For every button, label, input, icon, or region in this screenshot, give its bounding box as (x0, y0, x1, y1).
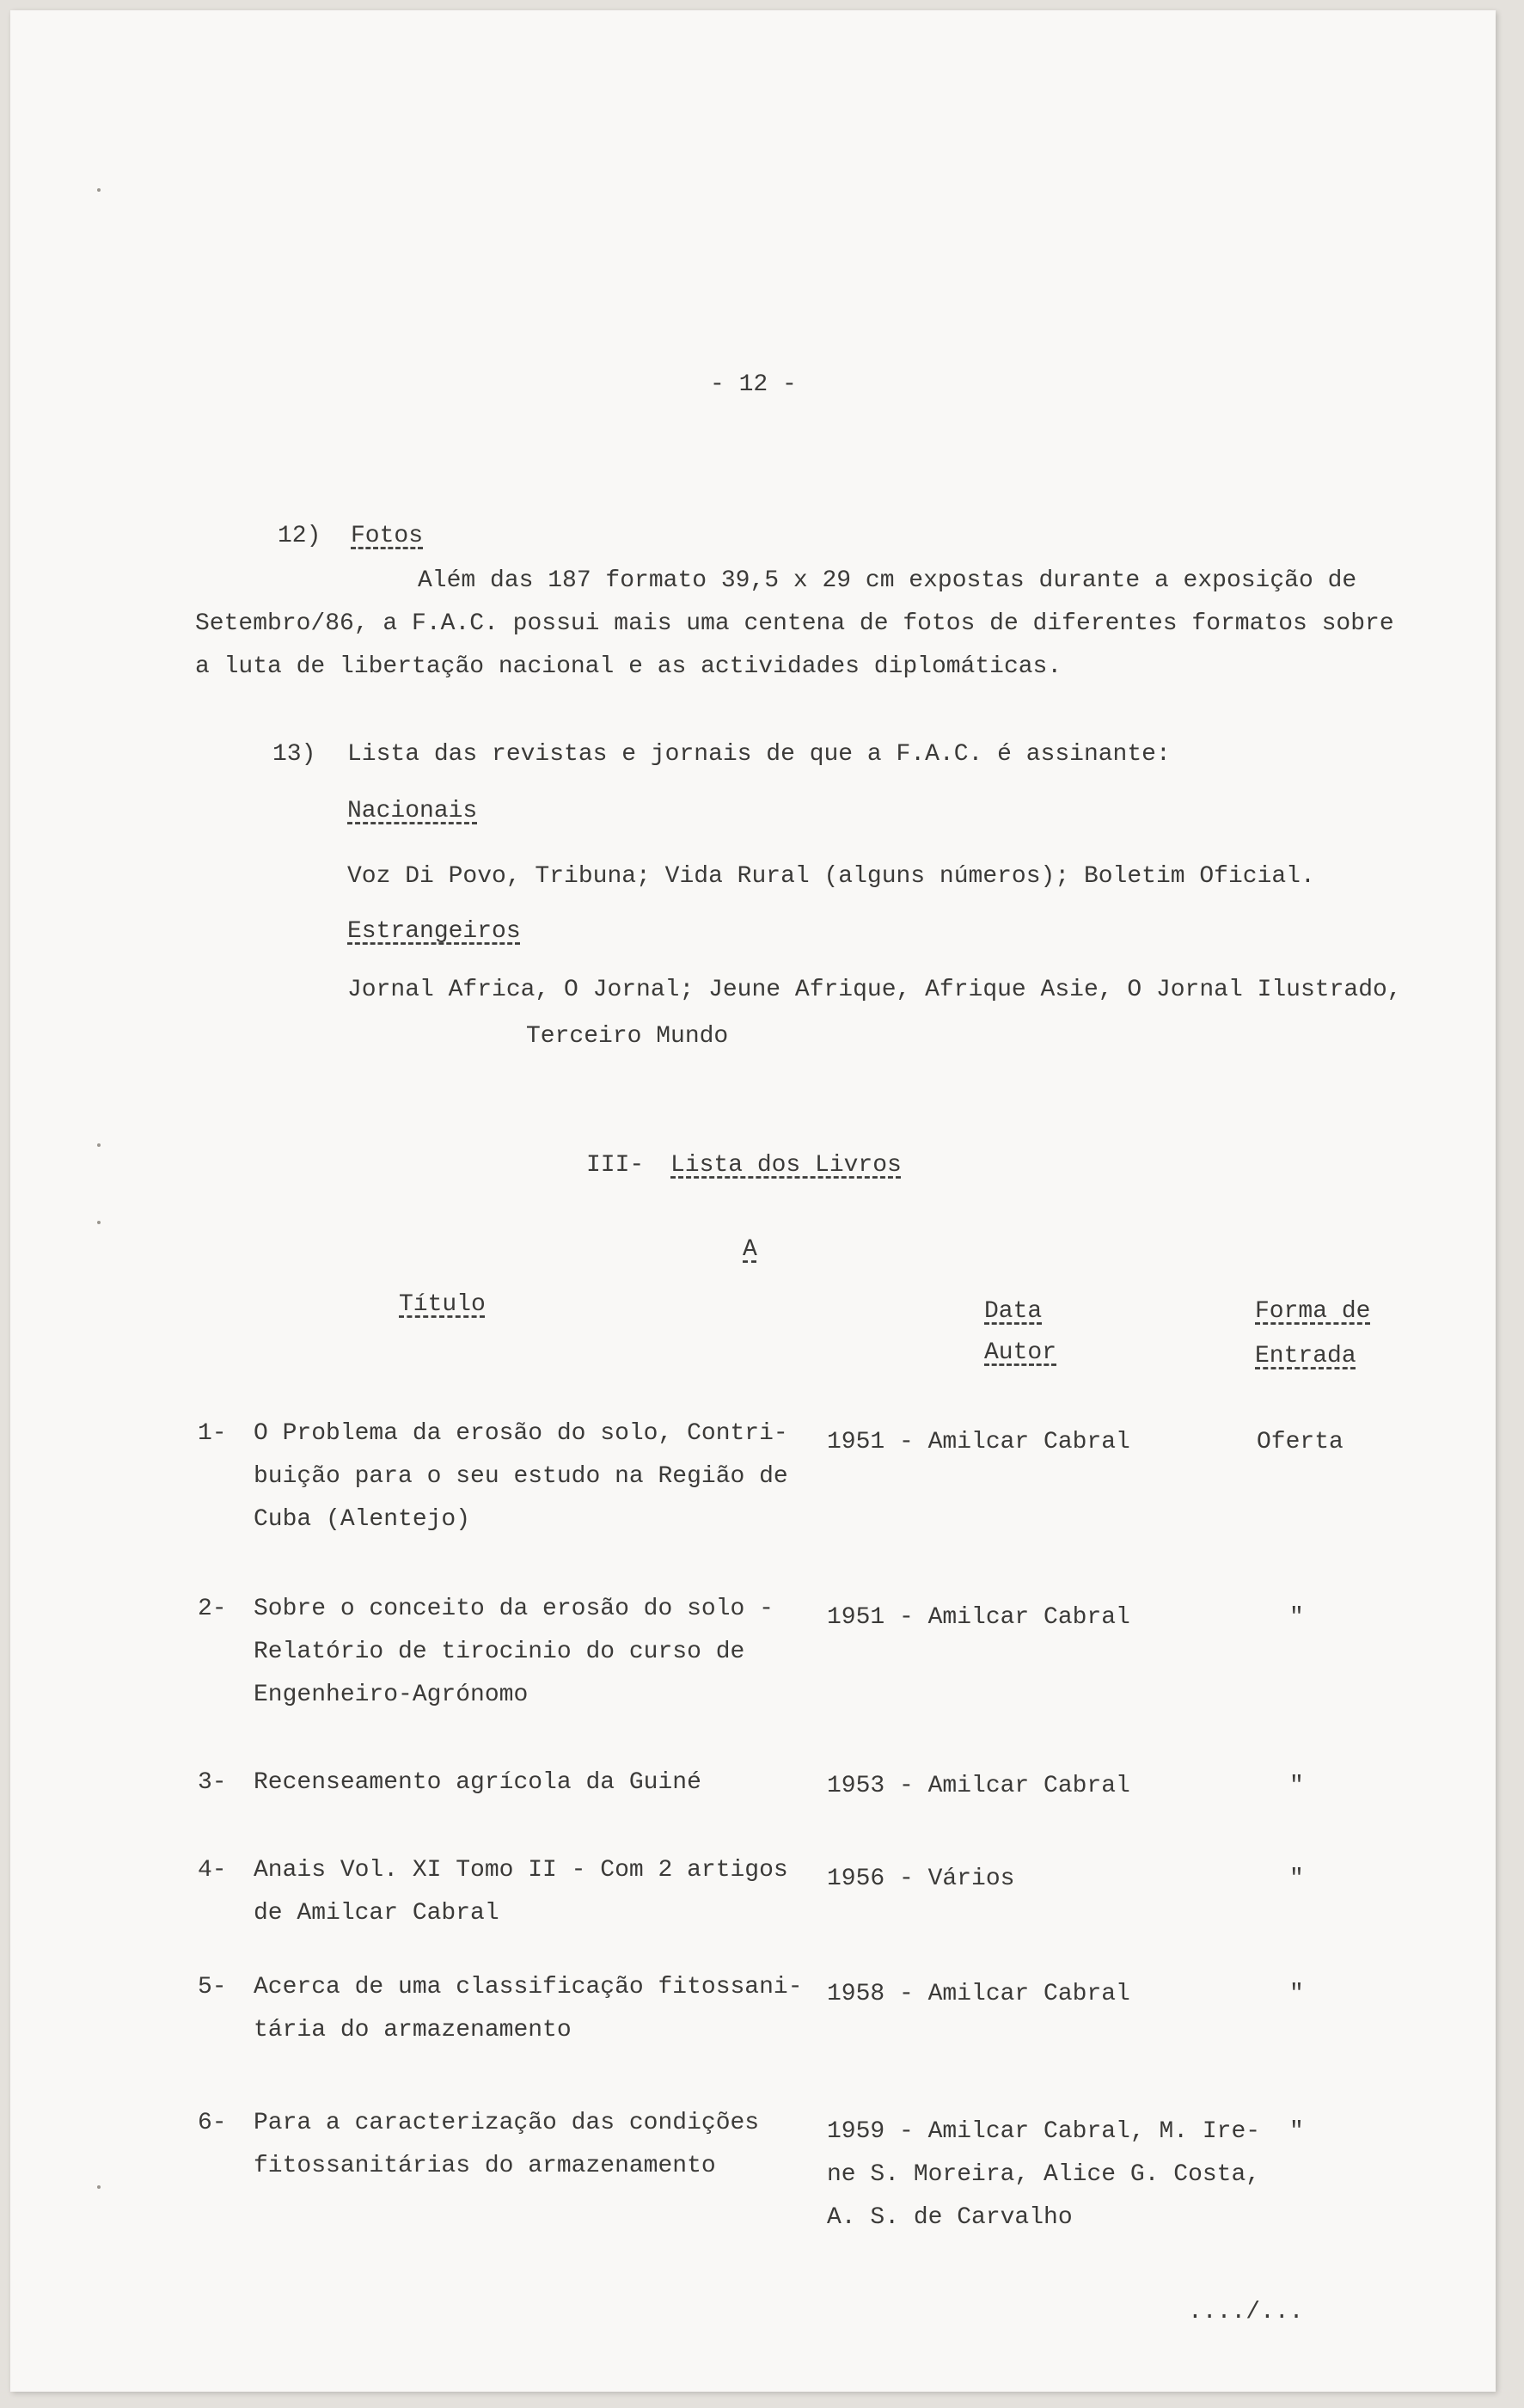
column-entry-header-line-2: Entrada (1255, 1343, 1356, 1369)
book-2-title-line-2: Relatório de tirocinio do curso de (254, 1639, 745, 1665)
section-12-line-2: Setembro/86, a F.A.C. possui mais uma centena de fotos de diferentes formatos sobre (195, 610, 1394, 637)
nacionais-heading: Nacionais (347, 798, 478, 824)
book-6-entry: " (1289, 2118, 1304, 2145)
nacionais-text: Voz Di Povo, Tribuna; Vida Rural (alguns números); Boletim Oficial. (347, 863, 1315, 890)
book-6-date-author-line-1: 1959 - Amilcar Cabral, M. Ire- (827, 2118, 1261, 2145)
book-1-entry: Oferta (1257, 1429, 1343, 1455)
book-2-title-line-1: Sobre o conceito da erosão do solo - (254, 1596, 774, 1622)
book-4-entry: " (1289, 1866, 1304, 1892)
paper-speck (97, 1221, 101, 1224)
section-iii-heading: Lista dos Livros (670, 1152, 902, 1179)
book-1-number: 1- (198, 1420, 227, 1447)
book-3-title-line-1: Recenseamento agrícola da Guiné (254, 1769, 701, 1796)
book-4-title-line-2: de Amilcar Cabral (254, 1900, 499, 1927)
paper-speck (97, 188, 101, 192)
book-5-date-author: 1958 - Amilcar Cabral (827, 1981, 1130, 2007)
estrangeiros-line-1: Jornal Africa, O Jornal; Jeune Afrique, Afrique Asie, O Jornal Ilustrado, (347, 977, 1402, 1003)
page-number: - 12 - (710, 371, 797, 398)
book-6-date-author-line-2: ne S. Moreira, Alice G. Costa, (827, 2161, 1261, 2188)
document-page (10, 10, 1496, 2392)
section-13-number: 13) (272, 741, 316, 768)
book-3-number: 3- (198, 1769, 227, 1796)
section-iii-number: III- (586, 1152, 645, 1179)
book-2-date-author: 1951 - Amilcar Cabral (827, 1604, 1130, 1631)
book-1-title-line-2: buição para o seu estudo na Região de (254, 1463, 788, 1490)
paper-speck (97, 2185, 101, 2189)
book-1-title-line-3: Cuba (Alentejo) (254, 1506, 471, 1533)
section-12-line-1: Além das 187 formato 39,5 x 29 cm expostas durante a exposição de (418, 567, 1357, 594)
continuation-mark: ..../... (1188, 2299, 1304, 2325)
book-2-number: 2- (198, 1596, 227, 1622)
book-5-entry: " (1289, 1981, 1304, 2007)
book-1-title-line-1: O Problema da erosão do solo, Contri- (254, 1420, 788, 1447)
book-6-title-line-2: fitossanitárias do armazenamento (254, 2153, 716, 2179)
book-3-date-author: 1953 - Amilcar Cabral (827, 1773, 1130, 1799)
book-5-title-line-1: Acerca de uma classificação fitossani- (254, 1974, 803, 2001)
section-12-number: 12) (278, 523, 321, 549)
book-1-date-author: 1951 - Amilcar Cabral (827, 1429, 1130, 1455)
book-6-number: 6- (198, 2110, 227, 2136)
column-date-header: Data (984, 1298, 1043, 1325)
section-13-intro: Lista das revistas e jornais de que a F.A.C. é assinante: (347, 741, 1171, 768)
book-2-entry: " (1289, 1604, 1304, 1631)
book-3-entry: " (1289, 1773, 1304, 1799)
column-author-header: Autor (984, 1339, 1057, 1366)
estrangeiros-heading: Estrangeiros (347, 918, 521, 945)
book-2-title-line-3: Engenheiro-Agrónomo (254, 1682, 529, 1708)
book-4-title-line-1: Anais Vol. XI Tomo II - Com 2 artigos (254, 1857, 788, 1884)
column-entry-header-line-1: Forma de (1255, 1298, 1371, 1325)
book-6-date-author-line-3: A. S. de Carvalho (827, 2204, 1073, 2231)
section-12-line-3: a luta de libertação nacional e as actividades diplomáticas. (195, 653, 1062, 680)
book-6-title-line-1: Para a caracterização das condições (254, 2110, 760, 2136)
section-iii-letter: A (743, 1236, 757, 1263)
book-5-title-line-2: tária do armazenamento (254, 2017, 572, 2043)
paper-speck (97, 1143, 101, 1147)
book-4-date-author: 1956 - Vários (827, 1866, 1015, 1892)
book-5-number: 5- (198, 1974, 227, 2001)
section-12-heading: Fotos (351, 523, 424, 549)
book-4-number: 4- (198, 1857, 227, 1884)
estrangeiros-line-2: Terceiro Mundo (526, 1023, 729, 1050)
column-title-header: Título (399, 1291, 486, 1318)
